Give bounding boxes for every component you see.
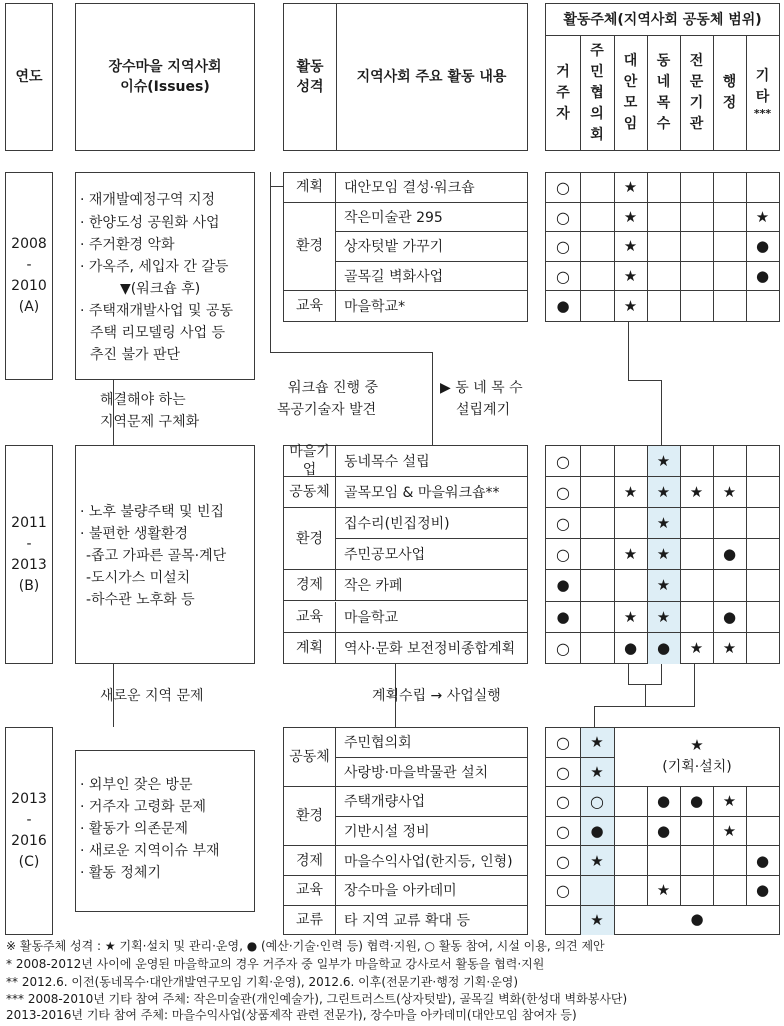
actor-mark xyxy=(546,477,580,508)
activity-item: 주민협의회 xyxy=(336,728,527,758)
mark-symbol: ● xyxy=(656,792,671,811)
actor-mark xyxy=(614,262,647,292)
actor-mark xyxy=(746,262,779,292)
actor-mark xyxy=(546,539,580,570)
grid-hline xyxy=(546,202,779,203)
actor-mark xyxy=(680,477,713,508)
actor-mark xyxy=(614,539,647,570)
mark-symbol: ★ xyxy=(656,576,671,595)
nature-label: 공동체 xyxy=(284,477,336,508)
issue-a-8: 추진 불가 판단 xyxy=(90,347,181,363)
mark-symbol: ○ xyxy=(556,762,570,782)
actor-mark xyxy=(546,232,580,262)
actor-mark xyxy=(546,787,580,817)
grid-vline xyxy=(680,173,681,321)
mark-symbol: ○ xyxy=(556,792,570,812)
period-b-year-code: (B) xyxy=(18,577,40,594)
issue-a-2: · 한양도성 공원화 사업 xyxy=(80,215,220,231)
mark-symbol: ★ xyxy=(623,483,638,502)
mark-symbol: ● xyxy=(689,792,704,811)
period-c-year-code: (C) xyxy=(18,854,40,870)
actor-mark xyxy=(647,477,680,508)
period-a-year-dash: - xyxy=(26,257,32,273)
activity-item: 골목모임 & 마을워크숍** xyxy=(336,477,527,508)
activity-item: 집수리(빈집정비) xyxy=(336,508,527,539)
actor-mark xyxy=(614,173,647,203)
actor-mark xyxy=(647,787,680,817)
mark-symbol: ★ xyxy=(623,237,638,256)
activity-item: 주민공모사업 xyxy=(336,539,527,570)
nature-label: 교육 xyxy=(284,876,336,906)
period-b-marks xyxy=(545,445,780,664)
mark-symbol: ★ xyxy=(722,638,737,657)
note-2: ** 2012.6. 이전(동네목수·대안개발연구모임 기획·운영), 2012.6. 이후(전문기관·행정 기획·운영) xyxy=(6,975,519,989)
issue-c-3: · 활동가 의존문제 xyxy=(80,821,189,837)
mark-symbol: ● xyxy=(755,881,770,900)
actor-col-char: 민 xyxy=(590,63,604,80)
activity-item: 기반시설 정비 xyxy=(336,817,527,847)
period-b-year-end: 2013 xyxy=(11,556,47,573)
issue-a-3: · 주거환경 악화 xyxy=(80,237,175,253)
transition1-left-1: 해결해야 하는 xyxy=(100,392,186,408)
issue-a-7: 주택 리모델링 사업 등 xyxy=(90,325,226,341)
actor-col-header xyxy=(580,36,615,150)
actor-mark xyxy=(580,787,614,817)
nature-label: 환경 xyxy=(284,508,336,570)
actor-mark xyxy=(647,539,680,570)
actor-col-char: 주 xyxy=(556,84,570,101)
activity-item: 사랑방·마을박물관 설치 xyxy=(336,758,527,788)
actor-mark xyxy=(647,446,680,477)
mark-symbol: ○ xyxy=(556,545,570,565)
actor-mark xyxy=(546,817,580,847)
actor-mark xyxy=(713,539,746,570)
actor-col-char: 회 xyxy=(590,126,604,143)
actor-mark xyxy=(546,173,580,203)
actor-mark xyxy=(746,203,779,233)
actor-mark xyxy=(546,203,580,233)
activity-item: 마을수익사업(한지등, 인형) xyxy=(336,846,527,876)
actor-mark xyxy=(546,846,580,876)
mark-symbol: ★ xyxy=(590,733,604,752)
mark-symbol: ○ xyxy=(556,178,570,198)
mark-symbol: ○ xyxy=(556,267,570,287)
mark-symbol: ★ xyxy=(755,207,770,226)
mark-symbol: ○ xyxy=(556,207,570,227)
activity-item: 역사·문화 보전정비종합계획 xyxy=(344,641,516,658)
header-issues-line1: 장수마을 지역사회 xyxy=(108,59,222,75)
period-b-activities xyxy=(283,445,528,664)
actor-col-header xyxy=(546,36,581,150)
actor-mark xyxy=(614,203,647,233)
mark-symbol: ○ xyxy=(556,822,570,842)
mark-symbol: ○ xyxy=(556,452,570,472)
nature-label: 교육 xyxy=(284,291,336,321)
header-nature-line2: 성격 xyxy=(296,79,324,95)
actor-col-char: 자 xyxy=(556,105,570,122)
mark-symbol: ○ xyxy=(556,483,570,503)
actor-mark xyxy=(647,570,680,601)
header-nature-line1: 활동 xyxy=(296,59,324,75)
actor-col-char: 안 xyxy=(623,74,638,90)
actor-col-header xyxy=(680,36,714,150)
nature-label: 계획 xyxy=(284,633,336,664)
issue-b-2: · 불편한 생활환경 xyxy=(80,526,189,542)
merged-star: ★ xyxy=(690,735,704,754)
transition1-right-2: 설립계기 xyxy=(456,402,511,418)
mark-symbol: ★ xyxy=(623,296,638,315)
actor-mark xyxy=(713,633,746,664)
mark-symbol: ★ xyxy=(656,881,671,900)
actor-col-char: 대 xyxy=(623,53,638,69)
nature-label: 환경 xyxy=(284,203,336,292)
period-c-year-start: 2013 xyxy=(11,791,47,807)
exchange-dot: ● xyxy=(690,910,704,929)
period-a-marks xyxy=(545,172,780,322)
actor-col-char: 정 xyxy=(722,95,737,111)
mark-symbol: ● xyxy=(755,237,770,256)
actor-col-char: 주 xyxy=(590,42,604,59)
period-a-year-start: 2008 xyxy=(11,236,47,252)
mark-symbol: ★ xyxy=(656,545,671,564)
actor-col-char: 네 xyxy=(656,74,671,90)
issue-c-5: · 활동 정체기 xyxy=(80,865,161,881)
issue-a-6: · 주택재개발사업 및 공동 xyxy=(80,303,234,319)
grid-vline xyxy=(647,173,648,321)
nature-label: 공동체 xyxy=(284,728,336,787)
activity-item: 대안모임 결성·워크숍 xyxy=(336,173,527,203)
period-c-year-dash: - xyxy=(26,812,32,828)
actor-col-header xyxy=(713,36,747,150)
activity-item: 타 지역 교류 확대 등 xyxy=(344,913,470,930)
mark-symbol: ★ xyxy=(623,607,638,626)
actor-col-char: 모 xyxy=(623,95,638,111)
actor-mark xyxy=(546,446,580,477)
mark-symbol: ● xyxy=(656,638,671,657)
mark-symbol: ○ xyxy=(590,792,604,812)
mark-symbol: ★ xyxy=(623,178,638,197)
note-legend: ※ 활동주체 성격 : ★ 기획·설치 및 관리·운영, ● (예산·기술·인력 등) 협력·지원, ○ 활동 참여, 시설 이용, 의견 제안 xyxy=(6,939,605,953)
mark-symbol: ★ xyxy=(590,910,604,929)
mark-symbol: ○ xyxy=(556,237,570,257)
period-c-issues xyxy=(75,750,255,912)
nature-label: 경제 xyxy=(284,570,336,601)
period-b-year xyxy=(5,445,53,664)
actor-col-char: *** xyxy=(753,107,772,120)
transition1-left-2: 지역문제 구체화 xyxy=(100,414,200,430)
nature-label: 마을기업 xyxy=(284,446,336,477)
nature-label: 교류 xyxy=(284,906,336,936)
actor-mark xyxy=(614,633,647,664)
transition1-mid-2: 목공기술자 발견 xyxy=(277,402,377,418)
header-activities-label: 지역사회 주요 활동 내용 xyxy=(356,69,507,85)
nature-label: 경제 xyxy=(284,846,336,876)
actor-col-char: 임 xyxy=(623,116,638,132)
actor-mark xyxy=(546,602,580,633)
actor-mark xyxy=(680,633,713,664)
period-b-issues xyxy=(75,445,255,664)
actor-mark xyxy=(746,846,779,876)
activity-item: 장수마을 아카데미 xyxy=(336,876,527,906)
actor-col-char: 기 xyxy=(755,68,770,84)
transition2-mid: 계획수립 → 사업실행 xyxy=(372,688,501,704)
actor-mark xyxy=(647,602,680,633)
header-issues-cell xyxy=(75,3,255,151)
actor-mark xyxy=(546,728,580,758)
actor-mark xyxy=(647,633,680,664)
actor-mark xyxy=(746,876,779,906)
actor-mark xyxy=(713,602,746,633)
actor-mark xyxy=(614,477,647,508)
actor-col-char: 전 xyxy=(689,53,704,69)
mark-symbol: ○ xyxy=(556,733,570,753)
merged-plan-install-cell xyxy=(615,728,779,786)
actor-mark xyxy=(546,262,580,292)
mark-symbol: ★ xyxy=(722,822,737,841)
header-actors-title: 활동주체(지역사회 공동체 범위) xyxy=(563,11,762,28)
mark-symbol: ★ xyxy=(623,545,638,564)
mark-symbol: ★ xyxy=(689,483,704,502)
activity-item: 작은 카페 xyxy=(336,570,527,601)
mark-symbol: ★ xyxy=(656,514,671,533)
grid-vline xyxy=(713,173,714,321)
actor-mark xyxy=(647,817,680,847)
actor-mark xyxy=(546,876,580,906)
actor-mark xyxy=(580,846,614,876)
mark-symbol: ★ xyxy=(722,483,737,502)
actor-mark xyxy=(713,817,746,847)
mark-symbol: ● xyxy=(623,638,638,657)
mark-symbol: ● xyxy=(722,607,737,626)
issue-a-4: · 가옥주, 세입자 간 갈등 xyxy=(80,259,229,275)
issue-b-1: · 노후 불량주택 및 빈집 xyxy=(80,504,224,520)
mark-symbol: ○ xyxy=(556,881,570,901)
actor-col-char: 동 xyxy=(656,53,671,69)
transition2-left: 새로운 지역 문제 xyxy=(100,688,204,704)
grid-hline xyxy=(546,231,779,232)
actor-mark xyxy=(647,508,680,539)
mark-symbol: ★ xyxy=(623,267,638,286)
issue-c-1: · 외부인 잦은 방문 xyxy=(80,777,193,793)
actor-col-char: 문 xyxy=(689,74,704,90)
mark-symbol: ● xyxy=(722,545,737,564)
actor-mark xyxy=(746,232,779,262)
mark-symbol: ● xyxy=(556,296,570,315)
header-activity-cell xyxy=(283,3,528,151)
grid-hline xyxy=(546,261,779,262)
header-issues-line2: 이슈(Issues) xyxy=(120,79,210,95)
transition1-mid-1: 워크숍 진행 중 xyxy=(288,380,379,396)
mark-symbol: ● xyxy=(556,607,570,626)
activity-item: 마을학교 xyxy=(336,602,527,633)
mark-symbol: ★ xyxy=(623,207,638,226)
period-c-marks xyxy=(545,727,780,935)
actor-mark xyxy=(614,232,647,262)
header-year-label: 연도 xyxy=(15,69,43,85)
period-a-year-code: (A) xyxy=(18,299,40,315)
period-b-year-start: 2011 xyxy=(11,514,47,531)
period-a-issues xyxy=(75,172,255,380)
merged-text: (기획·설치) xyxy=(662,758,732,775)
actor-mark xyxy=(580,728,614,758)
nature-label: 교육 xyxy=(284,602,336,633)
activity-item: 작은미술관 295 xyxy=(336,203,527,233)
actor-col-header xyxy=(614,36,648,150)
transition1-right-1: ▶ 동 네 목 수 xyxy=(440,380,523,396)
mark-symbol: ★ xyxy=(689,638,704,657)
period-a-activities xyxy=(283,172,528,322)
activity-item: 골목길 벽화사업 xyxy=(336,262,527,292)
grid-vline xyxy=(580,173,581,321)
actor-mark xyxy=(546,633,580,664)
mark-symbol: ★ xyxy=(590,762,604,781)
mark-symbol: ● xyxy=(755,851,770,870)
actor-mark xyxy=(647,876,680,906)
issue-b-5: -하수관 노후화 등 xyxy=(86,592,195,608)
merged-exchange-cell xyxy=(615,906,779,935)
actor-col-char: 타 xyxy=(755,89,770,105)
mark-symbol: ● xyxy=(755,267,770,286)
actor-col-char: 거 xyxy=(556,63,570,80)
nature-label: 환경 xyxy=(284,787,336,846)
actor-mark xyxy=(546,291,580,321)
mark-symbol: ★ xyxy=(656,452,671,471)
actor-col-header xyxy=(647,36,681,150)
period-b-year-dash: - xyxy=(26,535,32,552)
period-a-year xyxy=(5,172,53,380)
actor-mark xyxy=(546,758,580,788)
mark-symbol: ★ xyxy=(590,851,604,870)
header-actor-columns xyxy=(546,36,779,150)
note-1: * 2008-2012년 사이에 운영된 마을학교의 경우 거주자 중 일부가 마을학교 강사로서 활동을 협력·지원 xyxy=(6,957,545,971)
issue-a-5: ▼(워크숍 후) xyxy=(120,281,201,297)
mark-symbol: ○ xyxy=(556,851,570,871)
actor-col-char: 협 xyxy=(590,84,604,101)
actor-col-char: 기 xyxy=(689,95,704,111)
period-c-year-end: 2016 xyxy=(11,833,47,849)
activity-item: 주택개량사업 xyxy=(336,787,527,817)
issue-b-4: -도시가스 미설치 xyxy=(86,570,191,586)
issue-c-2: · 거주자 고령화 문제 xyxy=(80,799,206,815)
actor-col-char: 행 xyxy=(722,74,737,90)
period-a-year-end: 2010 xyxy=(11,278,47,294)
actor-col-char: 관 xyxy=(689,116,704,132)
period-c-activities xyxy=(283,727,528,935)
period-c-year xyxy=(5,727,53,935)
actor-mark xyxy=(680,787,713,817)
actor-col-char: 의 xyxy=(590,105,604,122)
actor-mark xyxy=(580,906,614,936)
note-3: *** 2008-2010년 기타 참여 주체: 작은미술관(개인예술가), 그린트러스트(상자텃밭), 골목길 벽화(한성대 벽화봉사단) xyxy=(6,992,628,1006)
actor-col-header xyxy=(746,36,779,150)
mark-symbol: ● xyxy=(590,822,604,841)
mark-symbol: ○ xyxy=(556,514,570,534)
actor-mark xyxy=(580,758,614,788)
actor-col-char: 목 xyxy=(656,95,671,111)
mark-symbol: ★ xyxy=(722,792,737,811)
mark-symbol: ★ xyxy=(656,607,671,626)
actor-mark xyxy=(546,508,580,539)
actor-col-char: 수 xyxy=(656,116,671,132)
grid-hline xyxy=(546,290,779,291)
actor-mark xyxy=(713,787,746,817)
actor-mark xyxy=(713,477,746,508)
issue-b-3: -좁고 가파른 골목·계단 xyxy=(86,548,227,564)
mark-symbol: ● xyxy=(656,822,671,841)
mark-symbol: ● xyxy=(556,576,570,595)
actor-mark xyxy=(614,602,647,633)
activity-item: 동네목수 설립 xyxy=(336,446,527,477)
header-year-cell xyxy=(5,3,53,151)
actor-mark xyxy=(614,291,647,321)
mark-symbol: ★ xyxy=(656,483,671,502)
issue-c-4: · 새로운 지역이슈 부재 xyxy=(80,843,220,859)
nature-label: 계획 xyxy=(284,173,336,203)
activity-item: 마을학교* xyxy=(344,299,406,316)
header-actors-cell xyxy=(545,3,780,151)
activity-item: 상자텃밭 가꾸기 xyxy=(336,232,527,262)
actor-mark xyxy=(546,570,580,601)
note-4: 2013-2016년 기타 참여 주체: 마을수익사업(상품제작 관련 전문가), 장수마을 아카데미(대안모임 참여자 등) xyxy=(6,1008,577,1022)
issue-a-1: · 재개발예정구역 지정 xyxy=(80,192,216,208)
mark-symbol: ○ xyxy=(556,638,570,658)
actor-mark xyxy=(580,817,614,847)
